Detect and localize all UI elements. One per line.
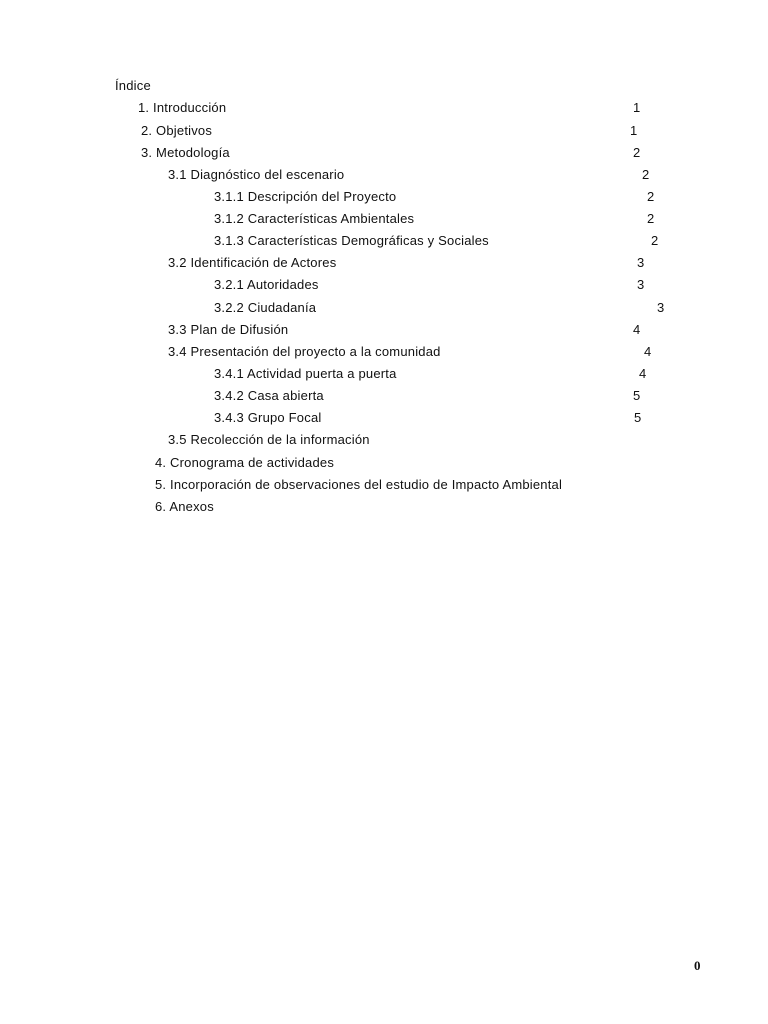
toc-entry-page: 4 <box>644 344 652 359</box>
toc-entry-label: 3.1.3 Características Demográficas y Sociales <box>214 233 489 248</box>
toc-entry-page: 2 <box>642 167 650 182</box>
toc-entry-page: 5 <box>633 388 641 403</box>
toc-entry-label: 3.1.1 Descripción del Proyecto <box>214 189 397 204</box>
toc-entry-label: 3.2 Identificación de Actores <box>168 255 337 270</box>
toc-entry-page: 1 <box>633 100 641 115</box>
toc-entry-label: 4. Cronograma de actividades <box>155 455 335 470</box>
toc-entry-label: 5. Incorporación de observaciones del estudio de Impacto Ambiental <box>155 477 563 492</box>
toc-entry-page: 3 <box>637 277 645 292</box>
toc-entry-label: 3.4.1 Actividad puerta a puerta <box>214 366 397 381</box>
toc-entry-label: 3.4.3 Grupo Focal <box>214 410 322 425</box>
toc-entry-label: 3.2.2 Ciudadanía <box>214 300 317 315</box>
toc-entry-page: 4 <box>633 322 641 337</box>
toc-entry-page: 2 <box>633 145 641 160</box>
toc-entry-label: 1. Introducción <box>138 100 227 115</box>
toc-entry-label: 3.1.2 Características Ambientales <box>214 211 415 226</box>
toc-entry-label: 3.2.1 Autoridades <box>214 277 319 292</box>
toc-entry-page: 1 <box>630 123 638 138</box>
toc-entry-label: 3.5 Recolección de la información <box>168 432 370 447</box>
toc-title: Índice <box>115 78 151 93</box>
page-number: 0 <box>694 958 701 973</box>
toc-entry-label: 2. Objetivos <box>141 123 213 138</box>
toc-entry-page: 3 <box>637 255 645 270</box>
toc-entry-label: 3. Metodología <box>141 145 230 160</box>
toc-entry-label: 3.4.2 Casa abierta <box>214 388 324 403</box>
toc-entry-label: 3.4 Presentación del proyecto a la comunidad <box>168 344 441 359</box>
toc-entry-label: 3.3 Plan de Difusión <box>168 322 289 337</box>
toc-entry-page: 2 <box>647 211 655 226</box>
toc-entry-page: 4 <box>639 366 647 381</box>
toc-entry-label: 3.1 Diagnóstico del escenario <box>168 167 345 182</box>
toc-entry-page: 2 <box>647 189 655 204</box>
toc-entry-page: 5 <box>634 410 642 425</box>
toc-entry-page: 2 <box>651 233 659 248</box>
toc-entry-page: 3 <box>657 300 665 315</box>
toc-entry-label: 6. Anexos <box>155 499 214 514</box>
